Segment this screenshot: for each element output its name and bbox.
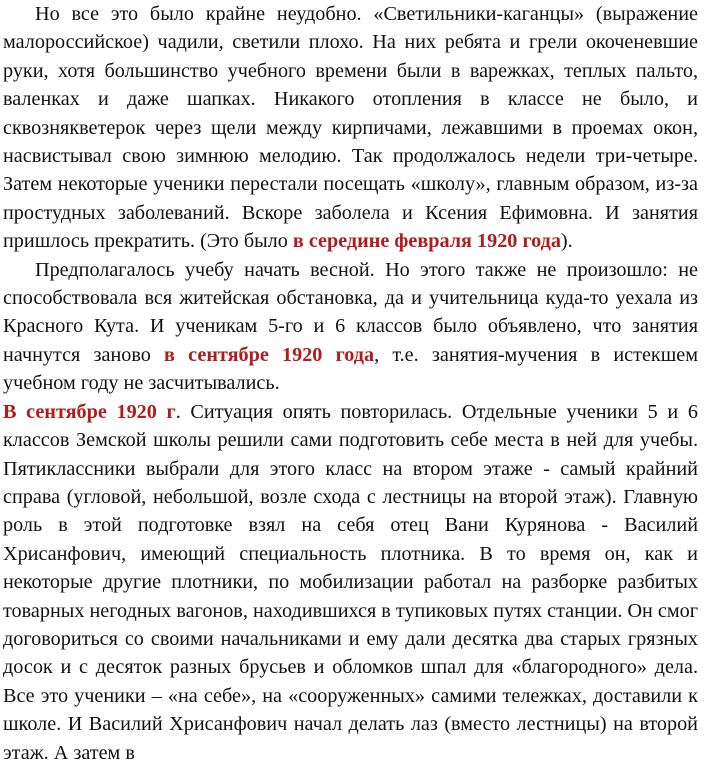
highlighted-date: в сентябре 1920 года [164,343,375,366]
text-segment: Предполагалось учебу начать весной. Но этого также не произошло: не способствовала вся житейская обстановка, да и учительница куда-то уехала из Красного Кута. И ученикам 5-го и 6 классов было объявлено, что занятия начнутся заново [3,258,698,366]
text-segment: Но все это было крайне неудобно. «Светильники-каганцы» (выражение малороссийское) чадили, светили плохо. На них ребята и грели окоченевшие руки, хотя большинство учебного времени были в варежках, теплых пальто, валенках и даже шапках. Никакого отопления в классе не было, и сквознякветерок через щели между кирпичами, лежавшими в проемах окон, насвистывал свою зимнюю мелодию. Так продолжалось недели три-четыре. Затем некоторые ученики перестали посещать «школу», главным образом, из-за простудных заболеваний. Вскоре заболела и Ксения Ефимовна. И занятия пришлось прекратить. (Это было [3,3,698,253]
highlighted-date: в середине февраля 1920 года [292,230,561,253]
paragraph-1 [3,0,698,256]
highlighted-date: В сентябре 1920 г [3,400,176,423]
paragraph-2 [3,256,698,398]
text-segment: ). [560,230,573,253]
paragraph-3 [3,398,698,767]
text-segment: , т.е. занятия-мучения в истекшем учебном году не засчитывались. [3,343,698,395]
text-segment: . Ситуация опять повторилась. Отдельные ученики 5 и 6 классов Земской школы решили сами подготовить себе места в ней для учебы. Пятиклассники выбрали для этого класс на втором этаже - самый крайний справа (угловой, небольшой, возле схода с лестницы на второй этаж). Главную роль в этой подготовке взял на себя отец Вани Курянова - Василий Хрисанфович, имеющий специальность плотника. В то время он, как и некоторые другие плотники, по мобилизации работал на разборке разбитых товарных негодных вагонов, находившихся в тупиковых путях станции. Он смог договориться со своими начальниками и ему дали десятка два старых грязных досок и с десяток разных брусьев и обломков шпал для «благородного» дела. Все это ученики – «на себе», на «сооруженных» самими тележках, доставили к школе. И Василий Хрисанфович начал делать лаз (вместо лестницы) на второй этаж. А затем в [3,400,698,764]
